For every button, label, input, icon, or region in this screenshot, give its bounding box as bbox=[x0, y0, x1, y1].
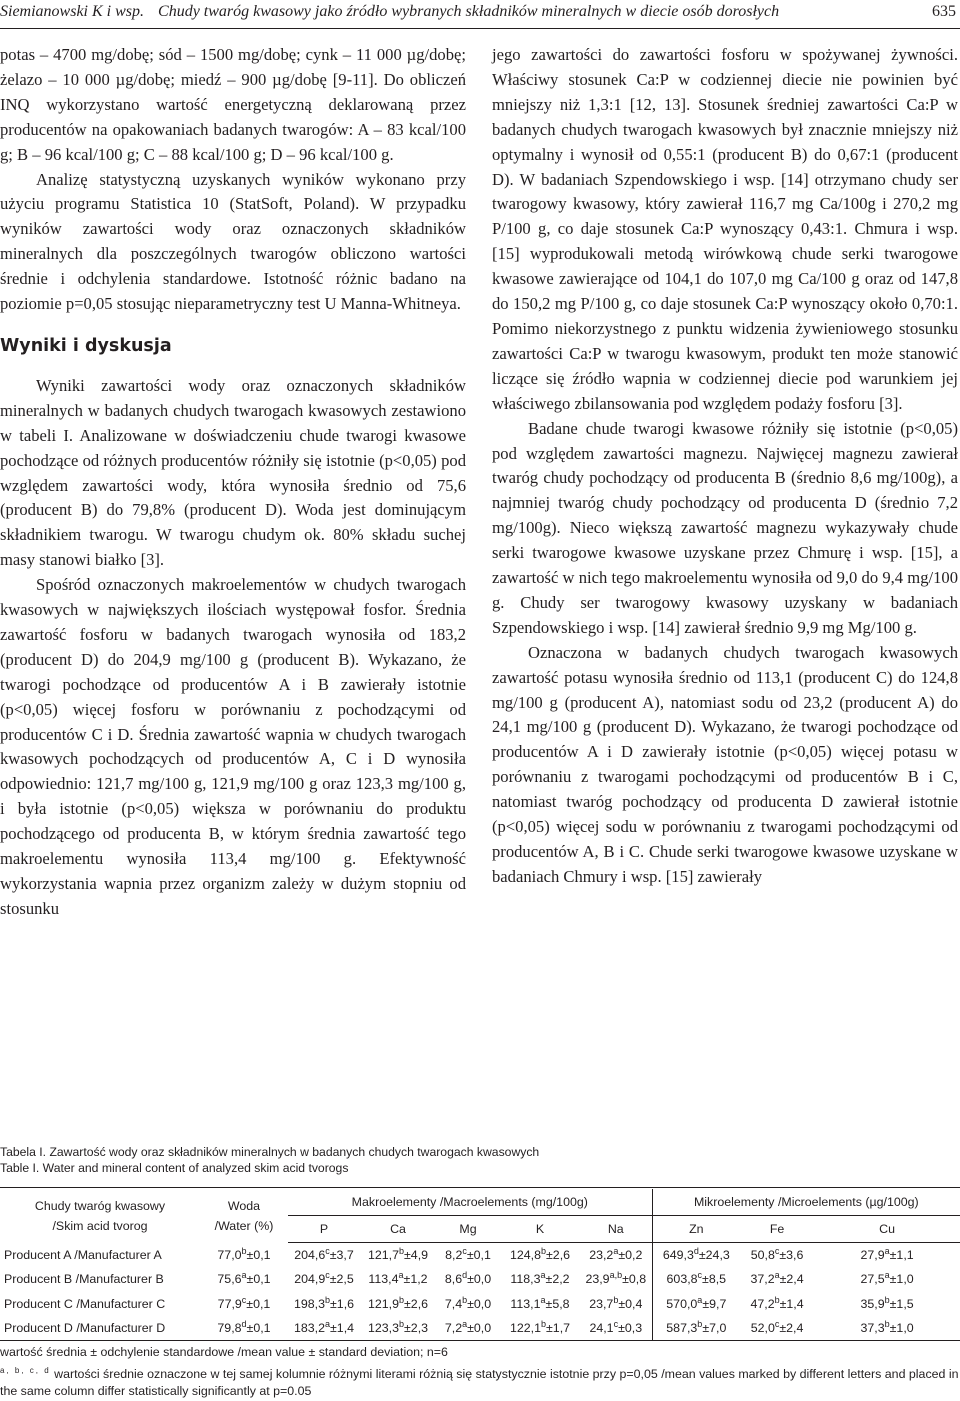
cell-sd: ±24,3 bbox=[698, 1248, 730, 1262]
cell-significance-letter: a bbox=[884, 1245, 890, 1256]
cell-value: 52,0 bbox=[750, 1321, 775, 1335]
table-cell bbox=[360, 1316, 436, 1341]
col-header-ca: Ca bbox=[360, 1216, 436, 1243]
cell-significance-letter: a,b bbox=[609, 1270, 623, 1281]
col-header-product-line1: Chudy twaróg kwasowy bbox=[34, 1198, 166, 1213]
cell-value: 122,1 bbox=[509, 1321, 541, 1335]
cell-value: 24,1 bbox=[589, 1321, 614, 1335]
cell-value: 123,3 bbox=[367, 1321, 399, 1335]
table-cell bbox=[360, 1292, 436, 1317]
table-cell bbox=[436, 1292, 500, 1317]
cell-sd: ±3,6 bbox=[779, 1248, 804, 1262]
cell-significance-letter: a bbox=[324, 1318, 330, 1329]
table-cell bbox=[814, 1316, 960, 1341]
header-title: Chudy twaróg kwasowy jako źródło wybranych składników mineralnych w diecie osób dorosłych bbox=[158, 3, 780, 20]
cell-sd: ±1,5 bbox=[889, 1296, 914, 1311]
cell-significance-letter: b bbox=[241, 1245, 247, 1256]
cell-significance-letter: b bbox=[884, 1294, 890, 1305]
cell-sd: ±0,0 bbox=[467, 1321, 492, 1335]
cell-significance-letter: b bbox=[398, 1294, 404, 1305]
table-row bbox=[0, 1292, 960, 1317]
cell-sd: ±2,2 bbox=[545, 1272, 570, 1287]
table-cell bbox=[436, 1243, 500, 1268]
cell-value: 649,3 bbox=[662, 1248, 694, 1262]
cell-significance-letter: b bbox=[398, 1318, 404, 1329]
right-column bbox=[492, 43, 958, 890]
cell-value: 118,3 bbox=[510, 1272, 541, 1287]
cell-value: 37,2 bbox=[750, 1272, 775, 1287]
cell-value: 8,2 bbox=[445, 1248, 463, 1262]
cell-significance-letter: d bbox=[693, 1245, 699, 1256]
table-cell bbox=[580, 1267, 652, 1292]
right-paragraph-1: jego zawartości do zawartości fosforu w spożywanej żywności. Właściwy stosunek Ca:P w codziennej diecie nie powinien być mniejszy niż 1,3:1 [12, 13]. Stosunek średniej zawartości Ca:P w badanych chudych twarogach kwasowych był znacznie mniejszy niż optymalny i wynosił od 0,55:1 (producent B) do 0,67:1 (producent D). W badaniach Szpendowskiego i wsp. [14] otrzymano chudy ser twarogowy kwasowy, który zawierał 116,7 mg Ca/100g i 270,2 mg P/100 g, co daje stosunek Ca:P wynoszący 0,43:1. Chmura i wsp. [15] wyprodukowali metodą wirówkową chude serki twarogowe kwasowe zawierające od 104,1 do 107,0 mg Ca/100 g oraz od 147,8 do 150,2 mg P/100 g, co daje stosunek Ca:P wynoszący około 0,70:1. Pomimo niekorzystnego z punktu widzenia żywieniowego stosunku zawartości Ca:P w twarogu kwasowym, produkt ten może stanowić liczące się źródło wapnia w codziennej diecie pod warunkiem jej właściwego zbilansowania pod względem podaży fosforu [3]. bbox=[492, 45, 958, 413]
cell-sd: ±1,2 bbox=[403, 1272, 428, 1287]
table-cell bbox=[580, 1292, 652, 1317]
cell-significance-letter: b bbox=[697, 1318, 703, 1329]
cell-sd: ±1,4 bbox=[330, 1321, 355, 1335]
cell-sd: ±0,1 bbox=[246, 1321, 271, 1335]
cell-sd: ±5,8 bbox=[545, 1296, 570, 1311]
footnote-mean-sd: wartość średnia ± odchylenie standardowe /mean value ± standard deviation; n=6 bbox=[0, 1345, 448, 1359]
cell-value: 121,9 bbox=[367, 1296, 399, 1311]
cell-significance-letter: a bbox=[462, 1318, 468, 1329]
cell-sd: ±0,2 bbox=[618, 1248, 643, 1262]
table-cell bbox=[500, 1292, 580, 1317]
cell-value: 79,8 bbox=[217, 1321, 242, 1335]
cell-significance-letter: c bbox=[697, 1270, 703, 1281]
right-paragraph-2: Badane chude twarogi kwasowe różniły się istotnie (p<0,05) pod względem zawartości magnezu. Najwięcej magnezu zawierał twaróg chudy pochodzący od producenta B (średnio 8,6 mg/100g), a najmniej twaróg chudy pochodzący od producenta D (średnio 7,2 mg/100g). Nieco większą zawartość magnezu wykazywały chude serki twarogowe kwasowe uzyskane przez Chmurę i wsp. [15], a zawartość w nich tego makroelementu wynosiła od 9,0 do 9,4 mg/100 g. Chudy ser twarogowy kwasowy uzyskany w badaniach Szpendowskiego i wsp. [14] zawierał średnio 9,9 mg Mg/100 g. bbox=[492, 418, 958, 637]
col-header-cu: Cu bbox=[814, 1216, 960, 1243]
table-cell bbox=[200, 1316, 288, 1341]
table-cell bbox=[652, 1292, 740, 1317]
running-header bbox=[0, 0, 960, 30]
cell-value: 198,3 bbox=[293, 1296, 325, 1311]
cell-sd: ±2,6 bbox=[404, 1296, 429, 1311]
cell-sd: ±0,0 bbox=[467, 1296, 492, 1311]
table-cell bbox=[740, 1316, 814, 1341]
cell-value: 47,2 bbox=[750, 1296, 775, 1311]
cell-value: 23,7 bbox=[589, 1296, 614, 1311]
col-group-macroelements: Makroelementy /Macroelements (mg/100g) bbox=[288, 1189, 652, 1216]
table-cell bbox=[200, 1292, 288, 1317]
table-cell bbox=[500, 1243, 580, 1268]
cell-value: 570,0 bbox=[666, 1296, 698, 1311]
cell-value: 77,0 bbox=[217, 1247, 242, 1262]
cell-value: 204,9 bbox=[294, 1272, 326, 1287]
col-header-na: Na bbox=[580, 1216, 652, 1243]
cell-sd: ±2,6 bbox=[546, 1248, 571, 1262]
cell-value: 204,6 bbox=[294, 1248, 326, 1262]
cell-sd: ±0,4 bbox=[618, 1296, 643, 1311]
cell-value: 603,8 bbox=[666, 1272, 698, 1287]
left-paragraph-2: Analizę statystyczną uzyskanych wyników wykonano przy użyciu programu Statistica 10 (StatSoft, Poland). W przypadku wyników zawartości wody oraz oznaczonych składników mineralnych dla poszczególnych twarogów obliczono wartości średnie i odchylenia standardowe. Istotność różnic badano na poziomie p=0,05 stosując nieparametryczny test U Manna-Whitneya. bbox=[0, 169, 466, 314]
table-cell bbox=[580, 1316, 652, 1341]
cell-value: 37,3 bbox=[860, 1321, 885, 1335]
data-table bbox=[0, 1189, 960, 1341]
page-number: 635 bbox=[932, 3, 956, 20]
table-cell bbox=[436, 1316, 500, 1341]
cell-value: 121,7 bbox=[367, 1248, 399, 1262]
cell-sd: ±8,5 bbox=[702, 1272, 727, 1287]
col-group-microelements: Mikroelementy /Microelements (µg/100g) bbox=[652, 1189, 960, 1216]
col-header-water-line2: /Water (%) bbox=[214, 1218, 274, 1233]
table-footnotes bbox=[0, 1344, 960, 1401]
table-cell bbox=[288, 1267, 360, 1292]
cell-value: 23,2 bbox=[589, 1248, 614, 1262]
cell-significance-letter: a bbox=[398, 1270, 404, 1281]
cell-value: 7,2 bbox=[444, 1321, 463, 1335]
cell-significance-letter: c bbox=[325, 1270, 330, 1281]
cell-sd: ±3,7 bbox=[329, 1248, 354, 1262]
cell-significance-letter: b bbox=[462, 1294, 468, 1305]
left-paragraph-4: Spośród oznaczonych makroelementów w chudych twarogach kwasowych w największych ilościach występował fosfor. Średnia zawartość fosforu w badanych twarogach wynosiła od 183,2 (producent D) do 204,9 mg/100 g (producent B). Wykazano, że twarogi pochodzące od producentów A i B zawierały istotnie (p<0,05) więcej fosforu w porównaniu z pochodzącymi od producentów C i D. Średnia zawartość wapnia w chudych twarogach kwasowych pochodzących od producentów A, C i D wynosiła odpowiednio: 121,7 mg/100 g, 121,9 mg/100 g oraz 123,3 mg/100 g, i była istotnie (p<0,05) większa w porównaniu do produktu pochodzącego od producenta B, w którym średnia zawartość tego makroelementu wynosiła 113,4 mg/100 g. Efektywność wykorzystania wapnia przez organizm zależy w dużym stopniu od stosunku bbox=[0, 575, 466, 918]
footnote-letters bbox=[0, 1362, 960, 1401]
row-label: Producent A /Manufacturer A bbox=[4, 1247, 162, 1262]
table-cell bbox=[740, 1267, 814, 1292]
cell-sd: ±2,4 bbox=[779, 1272, 804, 1287]
cell-significance-letter: b bbox=[540, 1245, 546, 1256]
table-cell bbox=[200, 1267, 288, 1292]
cell-sd: ±4,9 bbox=[404, 1248, 429, 1262]
table-cell bbox=[740, 1243, 814, 1268]
cell-sd: ±9,7 bbox=[702, 1296, 727, 1311]
cell-sd: ±2,5 bbox=[329, 1272, 354, 1287]
cell-value: 587,3 bbox=[666, 1321, 698, 1335]
col-header-water-line1: Woda bbox=[227, 1198, 261, 1213]
cell-sd: ±1,0 bbox=[889, 1321, 914, 1335]
cell-sd: ±0,3 bbox=[618, 1321, 643, 1335]
cell-significance-letter: b bbox=[540, 1318, 546, 1329]
cell-sd: ±7,0 bbox=[702, 1321, 727, 1335]
section-title: Wyniki i dyskusja bbox=[0, 335, 172, 356]
table-top-rule bbox=[0, 1187, 960, 1188]
cell-value: 77,9 bbox=[217, 1296, 242, 1311]
table-cell bbox=[740, 1292, 814, 1317]
table-cell bbox=[360, 1267, 436, 1292]
cell-value: 113,4 bbox=[368, 1272, 399, 1287]
cell-significance-letter: d bbox=[462, 1270, 468, 1281]
cell-sd: ±0,0 bbox=[467, 1272, 492, 1287]
cell-sd: ±0,1 bbox=[246, 1296, 271, 1311]
cell-significance-letter: c bbox=[325, 1245, 330, 1256]
cell-significance-letter: b bbox=[884, 1318, 890, 1329]
table-caption-en: Table I. Water and mineral content of analyzed skim acid tvorogs bbox=[0, 1161, 349, 1175]
cell-sd: ±1,7 bbox=[546, 1321, 571, 1335]
cell-sd: ±1,4 bbox=[779, 1296, 804, 1311]
cell-value: 35,9 bbox=[860, 1296, 885, 1311]
left-column bbox=[0, 43, 466, 922]
cell-value: 7,4 bbox=[444, 1296, 463, 1311]
row-label: Producent C /Manufacturer C bbox=[4, 1296, 166, 1311]
header-authors: Siemianowski K i wsp. bbox=[0, 3, 145, 20]
cell-significance-letter: c bbox=[774, 1318, 780, 1329]
cell-significance-letter: b bbox=[613, 1294, 619, 1305]
col-header-p: P bbox=[288, 1216, 360, 1243]
cell-value: 124,8 bbox=[509, 1248, 541, 1262]
cell-sd: ±2,4 bbox=[779, 1321, 804, 1335]
row-label: Producent B /Manufacturer B bbox=[4, 1272, 164, 1287]
col-header-k: K bbox=[500, 1216, 580, 1243]
cell-value: 113,1 bbox=[510, 1296, 541, 1311]
cell-sd: ±1,6 bbox=[330, 1296, 355, 1311]
cell-sd: ±0,1 bbox=[466, 1248, 491, 1262]
cell-significance-letter: d bbox=[241, 1318, 247, 1329]
table-cell bbox=[500, 1316, 580, 1341]
table-cell bbox=[814, 1267, 960, 1292]
footnote-letters-text: wartości średnie oznaczone w tej samej kolumnie różnymi literami różnią się statystycznie istotnie przy p=0,05 /mean values marked by different letters and placed in the same column differ statistically significantly at p=0.05 bbox=[0, 1366, 959, 1399]
table-cell bbox=[200, 1243, 288, 1268]
footnote-letters-superscript: a, b, c, d bbox=[0, 1365, 51, 1375]
table-body bbox=[0, 1243, 960, 1341]
table-cell bbox=[580, 1243, 652, 1268]
cell-significance-letter: a bbox=[613, 1245, 619, 1256]
right-paragraph-3: Oznaczona w badanych chudych twarogach kwasowych zawartość potasu wynosiła średnio od 113,1 (producent C) do 124,8 mg/100 g (producent A), natomiast sodu od 23,2 (producent A) do 24,1 mg/100 g (producent D). Wykazano, że twarogi pochodzące od producentów A i D zawierały istotnie (p<0,05) więcej potasu w porównaniu z twarogami pochodzącymi od producentów B i C, natomiast twaróg pochodzący od producenta D zawierał istotnie (p<0,05) więcej sodu w porównaniu z twarogami pochodzącymi od producentów A, B i C. Chude serki twarogowe kwasowe uzyskane w badaniach Chmury i wsp. [15] zawierały bbox=[492, 642, 958, 886]
cell-value: 27,5 bbox=[860, 1272, 885, 1287]
cell-significance-letter: a bbox=[540, 1270, 546, 1281]
table-cell bbox=[500, 1267, 580, 1292]
cell-value: 8,6 bbox=[444, 1272, 463, 1287]
cell-significance-letter: a bbox=[697, 1294, 703, 1305]
cell-sd: ±2,3 bbox=[404, 1321, 429, 1335]
cell-significance-letter: b bbox=[324, 1294, 330, 1305]
table-caption-pl: Tabela I. Zawartość wody oraz składników mineralnych w badanych chudych twarogach kwasowych bbox=[0, 1145, 540, 1159]
cell-sd: ±0,1 bbox=[246, 1247, 271, 1262]
table-row bbox=[0, 1267, 960, 1292]
cell-sd: ±1,0 bbox=[889, 1272, 914, 1287]
cell-significance-letter: c bbox=[462, 1245, 467, 1256]
col-header-water bbox=[200, 1189, 288, 1243]
cell-sd: ±0,1 bbox=[246, 1272, 271, 1287]
table-cell bbox=[814, 1292, 960, 1317]
table-cell bbox=[652, 1243, 740, 1268]
cell-significance-letter: a bbox=[774, 1270, 780, 1281]
table-row bbox=[0, 1243, 960, 1268]
table-cell bbox=[652, 1316, 740, 1341]
header-text bbox=[0, 3, 779, 21]
col-header-fe: Fe bbox=[740, 1216, 814, 1243]
cell-significance-letter: a bbox=[884, 1270, 890, 1281]
col-header-mg: Mg bbox=[436, 1216, 500, 1243]
cell-sd: ±0,8 bbox=[622, 1272, 647, 1287]
table-cell bbox=[814, 1243, 960, 1268]
table-cell bbox=[652, 1267, 740, 1292]
cell-value: 50,8 bbox=[750, 1248, 775, 1262]
cell-value: 183,2 bbox=[293, 1321, 325, 1335]
table-cell bbox=[288, 1316, 360, 1341]
cell-significance-letter: c bbox=[613, 1318, 619, 1329]
cell-significance-letter: a bbox=[540, 1294, 546, 1305]
cell-significance-letter: c bbox=[241, 1294, 247, 1305]
left-paragraph-3: Wyniki zawartości wody oraz oznaczonych składników mineralnych w badanych chudych twarogach kwasowych zestawiono w tabeli I. Analizowane w doświadczeniu chude twarogi kwasowe pochodzące od różnych producentów różniły się istotnie (p<0,05) pod względem zawartości wody, która wynosiła średnio od 75,6 (producent B) do 79,8% (producent D). Woda jest dominującym składnikiem twarogu. W twarogu chudym ok. 80% składu suchej masy stanowi białko [3]. bbox=[0, 375, 466, 570]
cell-significance-letter: b bbox=[398, 1245, 404, 1256]
left-paragraph-1: potas – 4700 mg/dobę; sód – 1500 mg/dobę; cynk – 11 000 µg/dobę; żelazo – 10 000 µg/dobę; miedź – 900 µg/dobę [9-11]. Do obliczeń INQ wykorzystano wartość energetyczną deklarowaną przez producentów na opakowaniach badanych twarogów: A – 83 kcal/100 g; B – 96 kcal/100 g; C – 88 kcal/100 g; D – 96 kcal/100 g. bbox=[0, 45, 466, 164]
table-cell bbox=[288, 1292, 360, 1317]
cell-significance-letter: c bbox=[774, 1245, 780, 1256]
cell-value: 23,9 bbox=[585, 1272, 610, 1287]
table-cell bbox=[288, 1243, 360, 1268]
header-divider bbox=[0, 28, 960, 29]
cell-value: 75,6 bbox=[217, 1272, 242, 1287]
table-cell bbox=[436, 1267, 500, 1292]
table-caption bbox=[0, 1144, 539, 1176]
cell-sd: ±1,1 bbox=[889, 1248, 914, 1262]
col-header-zn: Zn bbox=[652, 1216, 740, 1243]
cell-significance-letter: a bbox=[241, 1270, 247, 1281]
col-header-product bbox=[0, 1189, 200, 1243]
row-label: Producent D /Manufacturer D bbox=[0, 1316, 200, 1341]
col-header-product-line2: /Skim acid tvorog bbox=[52, 1218, 148, 1233]
cell-significance-letter: b bbox=[774, 1294, 780, 1305]
cell-value: 27,9 bbox=[860, 1248, 885, 1262]
table-row bbox=[0, 1316, 960, 1341]
table-cell bbox=[360, 1243, 436, 1268]
